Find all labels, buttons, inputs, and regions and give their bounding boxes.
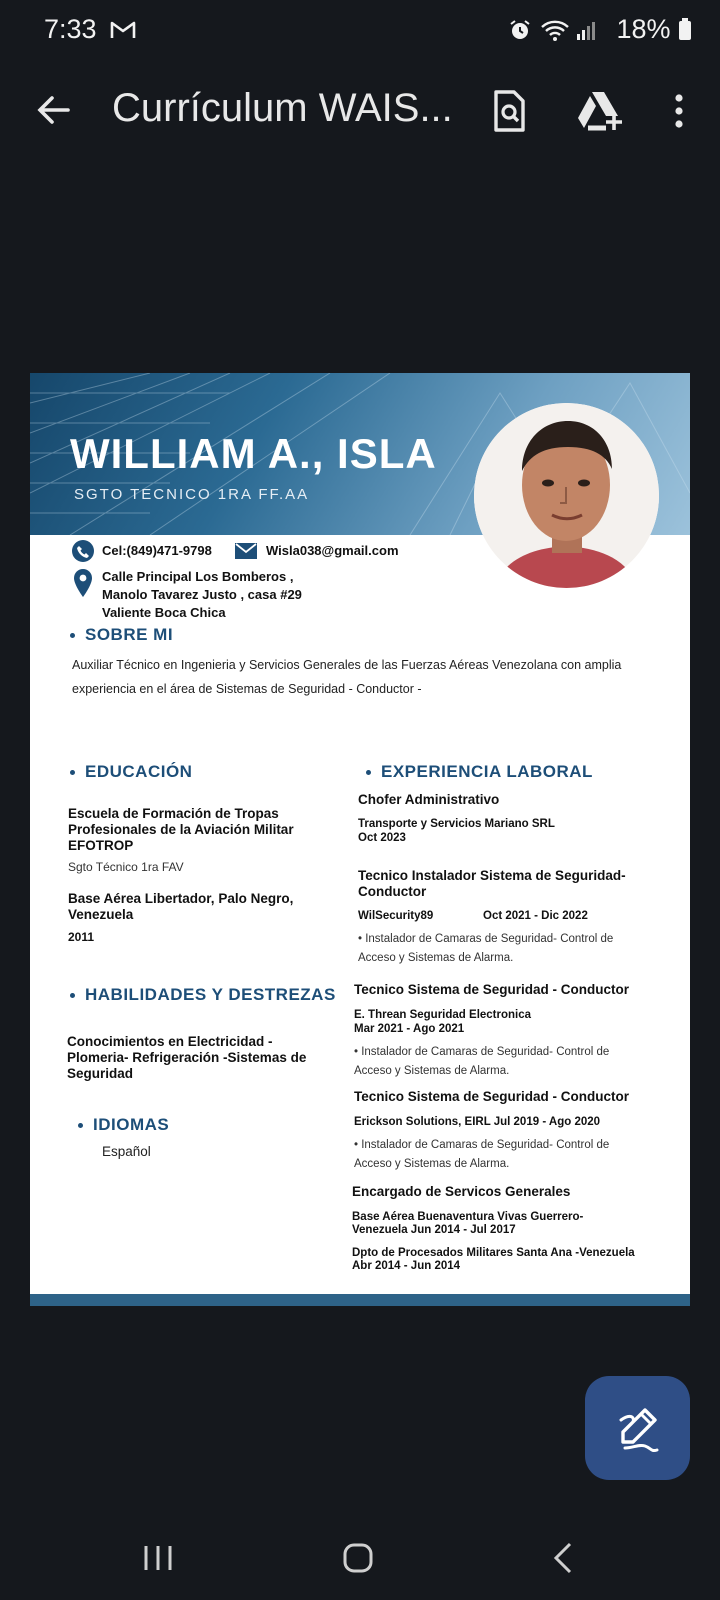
language-item: Español: [102, 1144, 151, 1159]
job-3-dates: Mar 2021 - Ago 2021: [354, 1023, 465, 1035]
section-about-heading: SOBRE MI: [70, 625, 173, 645]
wifi-icon: [540, 18, 570, 42]
nav-back-icon: [546, 1540, 582, 1576]
about-line-1: Auxiliar Técnico en Ingenieria y Servicios Generales de las Fuerzas Aéreas Venezolana con amplia: [72, 658, 622, 672]
home-icon: [340, 1540, 376, 1576]
job-2-description: • Instalador de Camaras de Seguridad- Control de Acceso y Sistemas de Alarma.: [358, 933, 614, 964]
section-education-heading: EDUCACIÓN: [70, 762, 192, 782]
nav-recents-button[interactable]: [140, 1540, 176, 1576]
job-2-dates: Oct 2021 - Dic 2022: [483, 910, 588, 922]
section-experience-heading: EXPERIENCIA LABORAL: [366, 762, 593, 782]
nav-home-button[interactable]: [340, 1540, 376, 1576]
recents-icon: [140, 1540, 176, 1576]
job-5-line-1: Base Aérea Buenaventura Vivas Guerrero- Venezuela Jun 2014 - Jul 2017: [352, 1211, 584, 1236]
phone-icon: [72, 540, 94, 562]
job-2-title: Tecnico Instalador Sistema de Seguridad- Conductor: [358, 868, 626, 899]
add-to-drive-button[interactable]: [576, 88, 624, 132]
battery-percent: 18%: [616, 14, 671, 44]
job-3-description: • Instalador de Camaras de Seguridad- Control de Acceso y Sistemas de Alarma.: [354, 1046, 610, 1077]
job-5-line-2: Dpto de Procesados Militares Santa Ana -Venezuela Abr 2014 - Jun 2014: [352, 1247, 635, 1272]
more-options-button[interactable]: [662, 90, 696, 132]
email-icon: [235, 543, 257, 559]
section-skills-heading: HABILIDADES Y DESTREZAS: [70, 985, 336, 1005]
address-line-2: Manolo Tavarez Justo , casa #29: [102, 587, 302, 602]
drive-add-icon: [576, 88, 624, 132]
page-footer-bar: [30, 1294, 690, 1306]
alarm-icon: [508, 18, 532, 42]
job-1-company: Transporte y Servicios Mariano SRL: [358, 818, 555, 830]
pen-edit-icon: [585, 1376, 690, 1480]
edit-fab[interactable]: [585, 1376, 690, 1480]
section-languages-heading: IDIOMAS: [78, 1115, 169, 1135]
person-portrait: [474, 403, 659, 588]
nav-back-button[interactable]: [546, 1540, 582, 1576]
document-title: Currículum WAIS...: [112, 86, 453, 130]
education-degree-1: Sgto Técnico 1ra FAV: [68, 860, 184, 874]
job-3-title: Tecnico Sistema de Seguridad - Conductor: [354, 982, 630, 997]
profile-photo: [474, 403, 659, 588]
status-icons: [508, 18, 597, 47]
job-3-company: E. Threan Seguridad Electronica: [354, 1009, 532, 1021]
about-line-2: experiencia en el área de Sistemas de Seguridad - Conductor -: [72, 682, 422, 696]
email-address: Wisla038@gmail.com: [266, 543, 399, 558]
arrow-back-icon: [32, 88, 76, 132]
job-2-company: WilSecurity89: [358, 910, 434, 922]
skills-text: Conocimientos en Electricidad - Plomeria- Refrigeración -Sistemas de Seguridad: [67, 1034, 307, 1081]
job-5-title: Encargado de Servicos Generales: [352, 1184, 571, 1199]
job-4-description: • Instalador de Camaras de Seguridad- Control de Acceso y Sistemas de Alarma.: [354, 1139, 610, 1170]
job-1-title: Chofer Administrativo: [358, 792, 500, 807]
gmail-icon: [110, 20, 136, 40]
address-line-1: Calle Principal Los Bomberos ,: [102, 569, 294, 584]
education-school-2: Base Aérea Libertador, Palo Negro, Venezuela: [68, 891, 294, 922]
education-year-2: 2011: [68, 930, 95, 944]
battery-status: [616, 14, 692, 45]
search-document-button[interactable]: [488, 88, 532, 134]
more-vert-icon: [662, 90, 696, 132]
address-line-3: Valiente Boca Chica: [102, 605, 226, 620]
resume-subtitle: SGTO TECNICO 1RA FF.AA: [74, 486, 310, 503]
education-school-1: Escuela de Formación de Tropas Profesionales de la Aviación Militar EFOTROP: [68, 806, 294, 853]
phone-number: Cel:(849)471-9798: [102, 543, 212, 558]
job-4-title: Tecnico Sistema de Seguridad - Conductor: [354, 1089, 630, 1104]
job-4-company-dates: Erickson Solutions, EIRL Jul 2019 - Ago 2020: [354, 1116, 601, 1128]
status-time: 7:33: [44, 14, 136, 45]
resume-name: WILLIAM A., ISLA: [70, 430, 437, 477]
location-pin-icon: [74, 569, 92, 597]
back-button[interactable]: [32, 88, 76, 132]
search-document-icon: [488, 88, 532, 134]
battery-icon: [678, 18, 692, 40]
signal-icon: [575, 18, 597, 42]
document-page[interactable]: [30, 373, 690, 1306]
job-1-dates: Oct 2023: [358, 832, 406, 844]
